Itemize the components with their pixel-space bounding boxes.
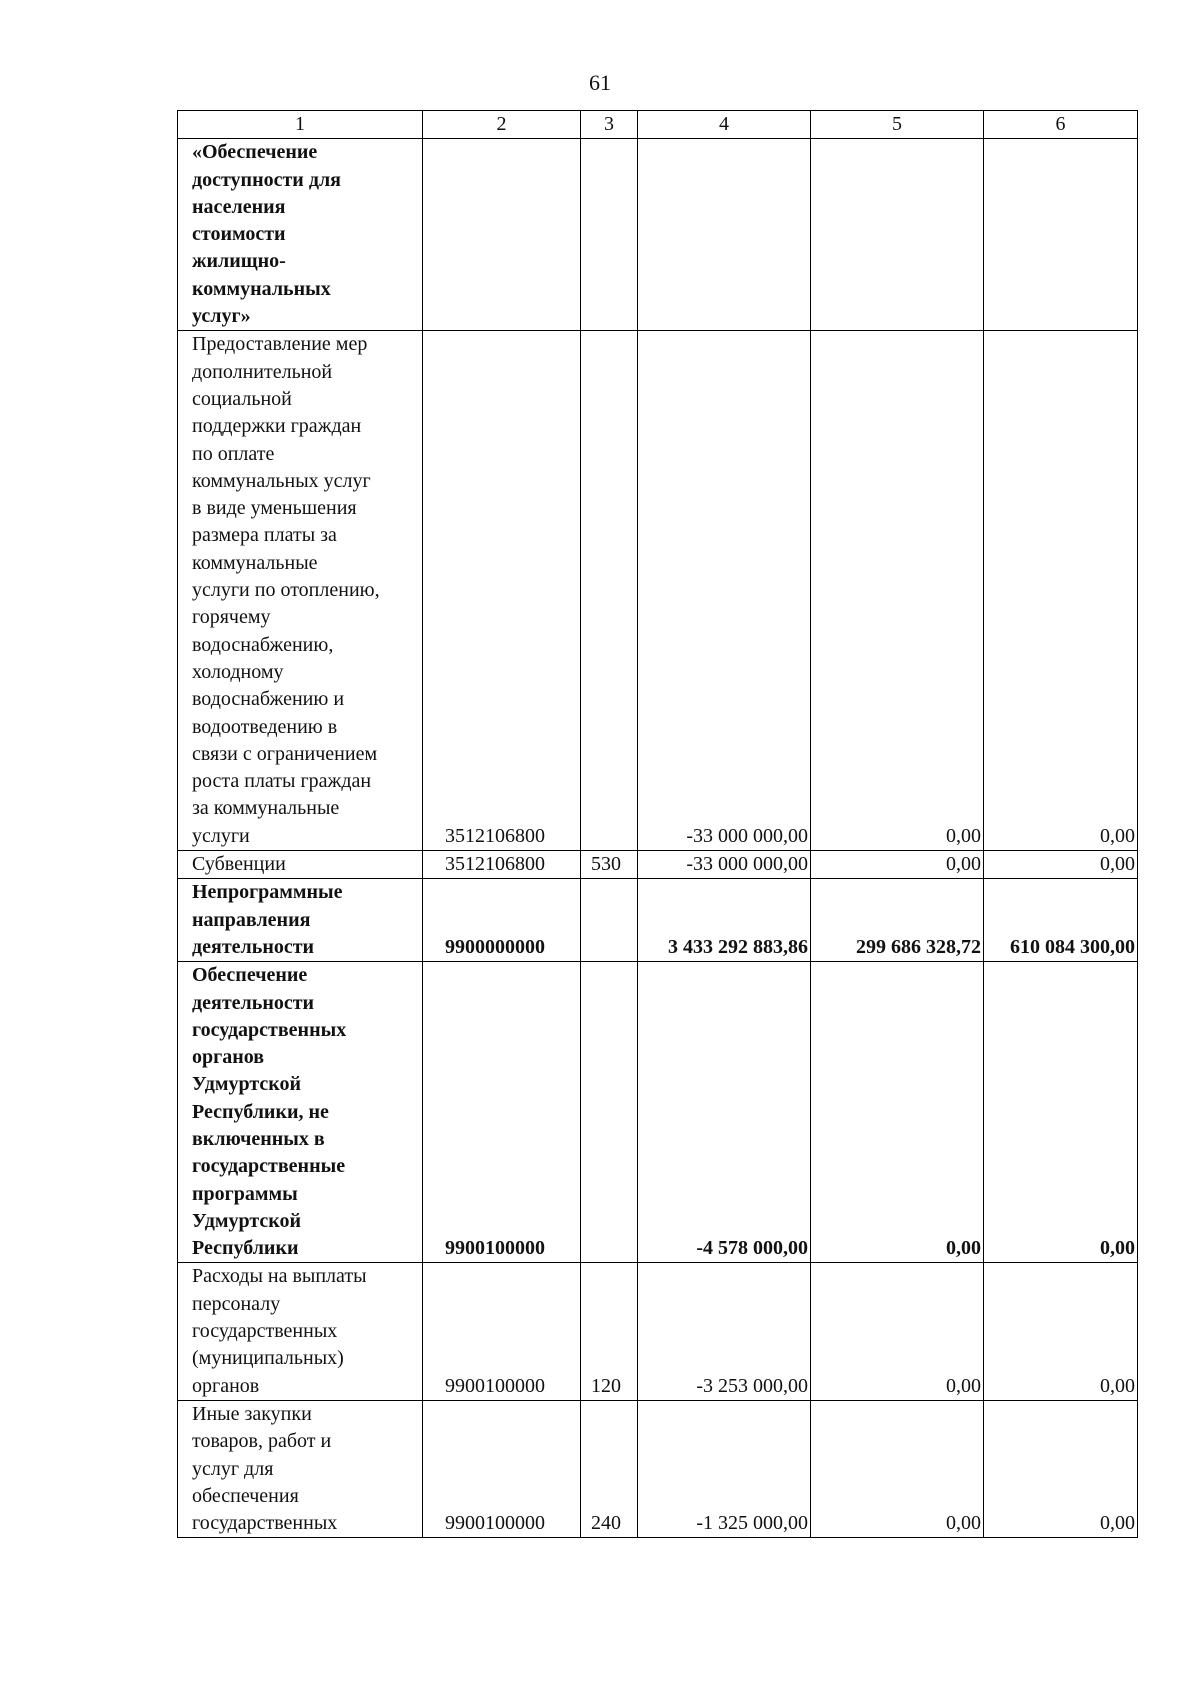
target-article-code: 9900100000 bbox=[423, 962, 581, 1263]
table-header-row bbox=[178, 111, 1138, 139]
row-name: Субвенции bbox=[178, 851, 423, 879]
row-name: Предоставление мер дополнительной социальной поддержки граждан по оплате коммунальных услуг в виде уменьшения размера платы за коммунальные услуги по отоплению, горячему водоснабжению, холодному водоснабжению и водоотведению в связи с ограничением роста платы граждан за коммунальные услуги bbox=[178, 331, 423, 851]
amount-col-5: 0,00 bbox=[811, 331, 984, 851]
column-header: 6 bbox=[984, 111, 1138, 139]
amount-col-6: 0,00 bbox=[984, 331, 1138, 851]
row-name: Непрограммные направления деятельности bbox=[178, 879, 423, 962]
column-header: 1 bbox=[178, 111, 423, 139]
table-row bbox=[178, 851, 1138, 879]
amount-col-6: 610 084 300,00 bbox=[984, 879, 1138, 962]
expense-type-code bbox=[581, 879, 638, 962]
target-article-code bbox=[423, 139, 581, 331]
expense-type-code bbox=[581, 962, 638, 1263]
page-number: 61 bbox=[589, 70, 611, 95]
amount-col-6: 0,00 bbox=[984, 1400, 1138, 1537]
amount-col-5: 0,00 bbox=[811, 962, 984, 1263]
amount-col-6: 0,00 bbox=[984, 962, 1138, 1263]
amount-col-5: 0,00 bbox=[811, 1263, 984, 1400]
amount-col-5 bbox=[811, 139, 984, 331]
expense-type-code: 530 bbox=[581, 851, 638, 879]
table-row bbox=[178, 879, 1138, 962]
table-row bbox=[178, 962, 1138, 1263]
expense-type-code: 240 bbox=[581, 1400, 638, 1537]
column-header: 3 bbox=[581, 111, 638, 139]
target-article-code: 9900100000 bbox=[423, 1263, 581, 1400]
target-article-code: 3512106800 bbox=[423, 851, 581, 879]
column-header: 2 bbox=[423, 111, 581, 139]
budget-table bbox=[177, 110, 1138, 1538]
table-row bbox=[178, 1400, 1138, 1537]
amount-col-4 bbox=[638, 139, 811, 331]
target-article-code: 3512106800 bbox=[423, 331, 581, 851]
amount-col-5: 299 686 328,72 bbox=[811, 879, 984, 962]
amount-col-4: -3 253 000,00 bbox=[638, 1263, 811, 1400]
row-name: «Обеспечение доступности для населения стоимости жилищно- коммунальных услуг» bbox=[178, 139, 423, 331]
expense-type-code bbox=[581, 139, 638, 331]
row-name: Обеспечение деятельности государственных органов Удмуртской Республики, не включенных в государственные программы Удмуртской Республики bbox=[178, 962, 423, 1263]
row-name: Иные закупки товаров, работ и услуг для обеспечения государственных bbox=[178, 1400, 423, 1537]
table-row bbox=[178, 139, 1138, 331]
amount-col-5: 0,00 bbox=[811, 1400, 984, 1537]
amount-col-4: -33 000 000,00 bbox=[638, 851, 811, 879]
target-article-code: 9900000000 bbox=[423, 879, 581, 962]
expense-type-code bbox=[581, 331, 638, 851]
column-header: 5 bbox=[811, 111, 984, 139]
amount-col-5: 0,00 bbox=[811, 851, 984, 879]
target-article-code: 9900100000 bbox=[423, 1400, 581, 1537]
amount-col-4: -33 000 000,00 bbox=[638, 331, 811, 851]
table-row bbox=[178, 331, 1138, 851]
amount-col-4: -4 578 000,00 bbox=[638, 962, 811, 1263]
column-header: 4 bbox=[638, 111, 811, 139]
expense-type-code: 120 bbox=[581, 1263, 638, 1400]
amount-col-6 bbox=[984, 139, 1138, 331]
amount-col-6: 0,00 bbox=[984, 851, 1138, 879]
table-row bbox=[178, 1263, 1138, 1400]
amount-col-4: 3 433 292 883,86 bbox=[638, 879, 811, 962]
amount-col-4: -1 325 000,00 bbox=[638, 1400, 811, 1537]
row-name: Расходы на выплаты персоналу государственных (муниципальных) органов bbox=[178, 1263, 423, 1400]
amount-col-6: 0,00 bbox=[984, 1263, 1138, 1400]
